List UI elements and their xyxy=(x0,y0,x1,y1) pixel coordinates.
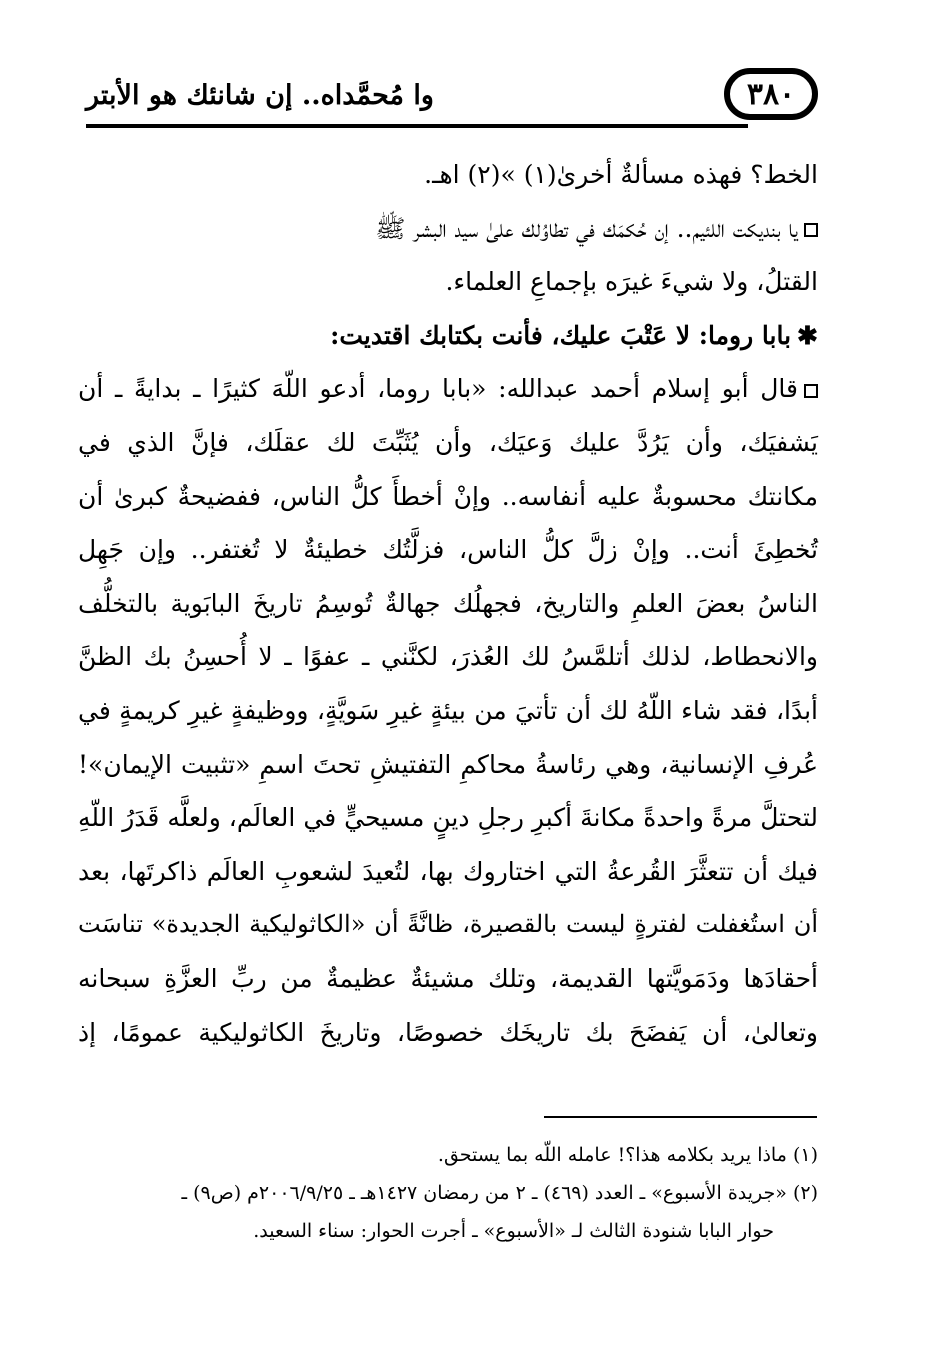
text-line: أبدًا، فقد شاء اللّهُ لك أن تأتيَ من بيئةٍ غيرِ سَويَّةٍ، ووظيفةٍ غيرِ كريمةٍ في xyxy=(78,695,818,725)
section-heading: ✱بابا روما: لا عَتْبَ عليك، فأنت بكتابك اقتديت: xyxy=(330,320,818,350)
main-text xyxy=(78,148,818,1059)
text-line: وتعالىٰ، أن يَفضَحَ بك تاريخَك خصوصًا، وتاريخَ الكاثوليكية عمومًا، إذ xyxy=(78,1017,818,1047)
text-line: القتلُ، ولا شيءَ غيرَه بإجماعِ العلماء. xyxy=(445,267,818,297)
paragraph-marker-icon xyxy=(804,223,818,237)
footnotes xyxy=(80,1136,818,1250)
text-line: أحقادَها ودَمَويَّتها القديمة، وتلك مشيئةٌ عظيمةٌ من ربِّ العزَّةِ سبحانه xyxy=(78,963,818,993)
text-line: قال أبو إسلام أحمد عبدالله: «بابا روما، أدعو اللّهَ كثيرًا ـ بدايةً ـ أن xyxy=(78,362,818,416)
footnote-1: (١) ماذا يريد بكلامه هذا؟! عامله اللّه بما يستحق. xyxy=(437,1144,818,1166)
text-line: يا بنديكت اللئيم.. إن حُكمَك في تطاوُلك علىٰ سيد البشر ﷺ xyxy=(78,202,818,256)
running-title: وا مُحمَّداه.. إن شانئك هو الأبتر xyxy=(86,80,434,111)
header-rule xyxy=(86,124,748,128)
page-number-badge: ٣٨٠ xyxy=(724,68,818,120)
footnote-separator xyxy=(544,1116,817,1118)
footnote-2: (٢) «جريدة الأسبوع» ـ العدد (٤٦٩) ـ ٢ من رمضان ١٤٢٧هـ ـ ٢٠٠٦/٩/٢٥م (ص٩) ـ xyxy=(181,1182,818,1204)
text-line: والانحطاط، لذلك أتلمَّسُ لك العُذرَ، لكنَّني ـ عفوًا ـ لا أُحسِنُ بك الظنَّ xyxy=(78,642,818,672)
text-line: مكانتك محسوبةٌ عليه أنفاسه.. وإنْ أخطأَ كلُّ الناس، ففضيحةٌ كبرىٰ أن xyxy=(78,481,818,511)
asterisk-icon: ✱ xyxy=(797,320,818,350)
text-line: الناسُ بعضَ العلمِ والتاريخ، فجهلُك جهالةٌ تُوسِمُ تاريخَ البابَوية بالتخلُّف xyxy=(78,588,818,618)
text-line: فيك أن تتعثَّرَ القُرعةُ التي اختاروك بها، لتُعيدَ لشعوبِ العالَم ذاكرتَها، بعد xyxy=(78,856,818,886)
text-line: لتحتلَّ مرةً واحدةً مكانةَ أكبرِ رجلِ دينٍ مسيحيٍّ في العالَم، ولعلَّه قَدَرُ اللّهِ xyxy=(78,803,818,833)
text-line: عُرفِ الإنسانية، وهي رئاسةُ محاكمِ التفتيشِ تحتَ اسمِ «تثبيت الإيمان»! xyxy=(78,749,818,779)
footnote-2-continued: حوار البابا شنودة الثالث لـ «الأسبوع» ـ أجرت الحوار: سناء السعيد. xyxy=(253,1220,774,1242)
text-line: الخط؟ فهذه مسألةٌ أخرىٰ(١) »(٢) اهـ. xyxy=(424,160,818,189)
paragraph-marker-icon xyxy=(804,384,818,398)
text-line: أن استُغفلت لفترةٍ ليست بالقصيرة، ظانَّةً أن «الكاثوليكية الجديدة» تناسَت xyxy=(78,910,818,939)
text-line: تُخطِئَ أنت.. وإنْ زلَّ كلُّ الناس، فزلَّتُك خطيئةٌ لا تُغتفر.. وإن جَهِل xyxy=(78,535,818,565)
page-header xyxy=(86,68,818,132)
text-line: يَشفيَك، وأن يَرُدَّ عليك وَعيَك، وأن يُثَبِّتَ لك عقلَك، فإنَّ الذي في xyxy=(78,427,818,457)
